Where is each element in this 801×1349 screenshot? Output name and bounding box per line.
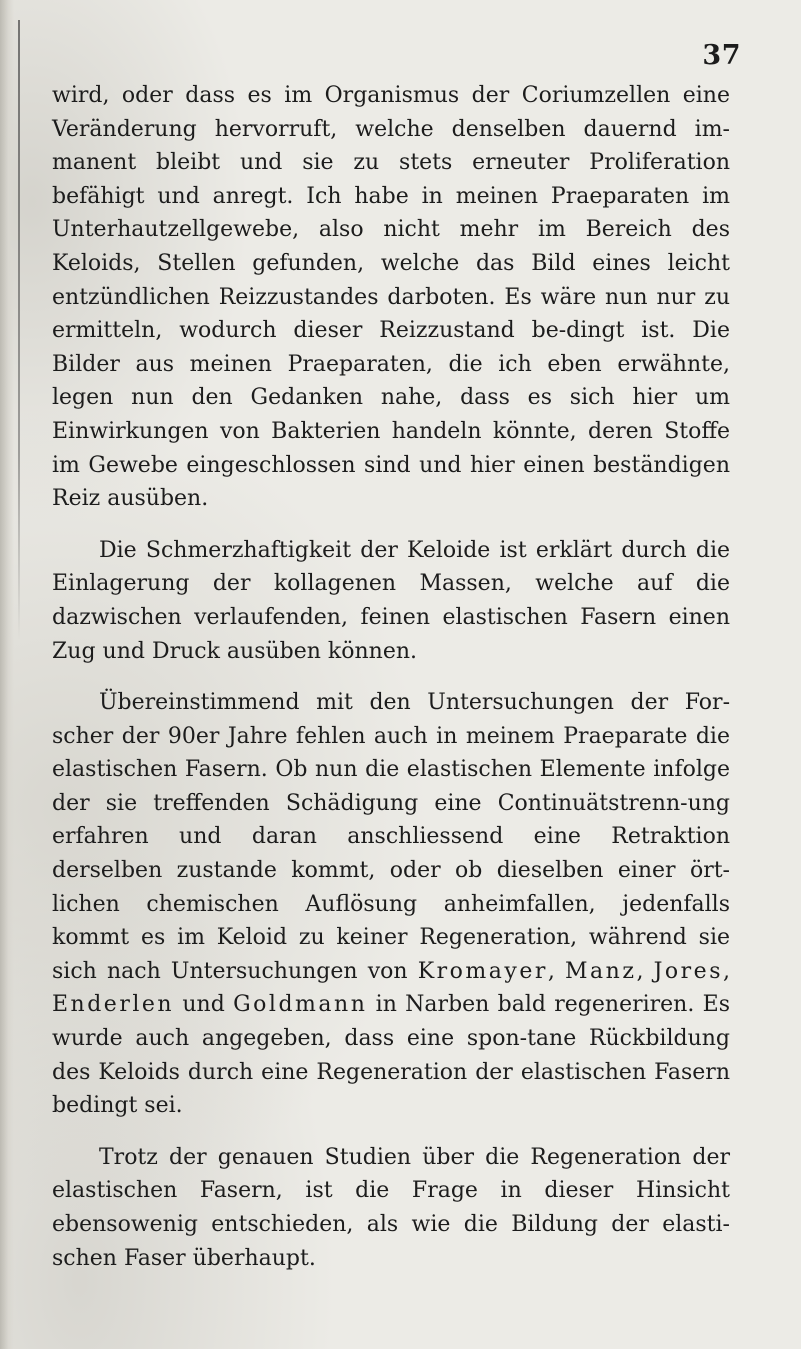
paragraph-1: wird, oder dass es im Organismus der Coriumzellen eine Veränderung hervorruft, welche denselben dauernd im-manent bleibt und sie zu stets erneuter Proliferation befähigt und anregt. Ich habe in meinen Praeparaten im Unterhautzellgewebe, also nicht mehr im Bereich des Keloids, Stellen gefunden, welche das Bild eines leicht entzündlichen Reizzustandes darboten. Es wäre nun nur zu ermitteln, wodurch dieser Reizzustand be-dingt ist. Die Bilder aus meinen Praeparaten, die ich eben erwähnte, legen nun den Gedanken nahe, dass es sich hier um Einwirkungen von Bakterien handeln könnte, deren Stoffe im Gewebe eingeschlossen sind und hier einen beständigen Reiz ausüben.	[52, 83, 730, 512]
page-binding-edge	[0, 0, 14, 1349]
paragraph-2: Die Schmerzhaftigkeit der Keloide ist erklärt durch die Einlagerung der kollagenen Massen, welche auf die dazwischen verlaufenden, feinen elastischen Fasern einen Zug und Druck ausüben können.	[52, 537, 730, 664]
paragraph-3-part: ,	[722, 958, 730, 984]
author-name-kromayer: Kromayer	[417, 958, 548, 984]
author-name-goldmann: Goldmann	[233, 992, 368, 1018]
body-text	[52, 79, 730, 1275]
binding-shadow-line	[18, 20, 20, 640]
paragraph-3-part: Übereinstimmend mit den Untersuchungen der For-scher der 90er Jahre fehlen auch in meinem Praeparate die elastischen Fasern. Ob nun die elastischen Elemente infolge der sie treffenden Schädigung eine Continuätstrenn-ung erfahren und daran anschliessend eine Retraktion derselben zustande kommt, oder ob dieselben einer ört-lichen chemischen Auflösung anheimfallen, jedenfalls kommt es im Keloid zu keiner Regeneration, während sie sich nach Untersuchungen von	[52, 690, 730, 984]
paragraph-3	[52, 686, 730, 1123]
paragraph-4: Trotz der genauen Studien über die Regeneration der elastischen Fasern, ist die Frage in dieser Hinsicht ebensowenig entschieden, als wie die Bildung der elasti-schen Faser überhaupt.	[52, 1144, 730, 1271]
paragraph-3-part: ,	[636, 958, 654, 984]
paragraph-3-part: ,	[547, 958, 566, 984]
author-name-jores: Jores	[653, 958, 723, 984]
paragraph-3-part: und	[174, 992, 234, 1018]
page-number: 37	[702, 40, 741, 71]
author-name-enderlen: Enderlen	[52, 992, 175, 1018]
paragraph-3-part: in Narben bald regeneriren. Es wurde auch angegeben, dass eine spon-tane Rückbildung des Keloids durch eine Regeneration der elastischen Fasern bedingt sei.	[52, 992, 730, 1119]
author-name-manz: Manz	[565, 958, 637, 984]
